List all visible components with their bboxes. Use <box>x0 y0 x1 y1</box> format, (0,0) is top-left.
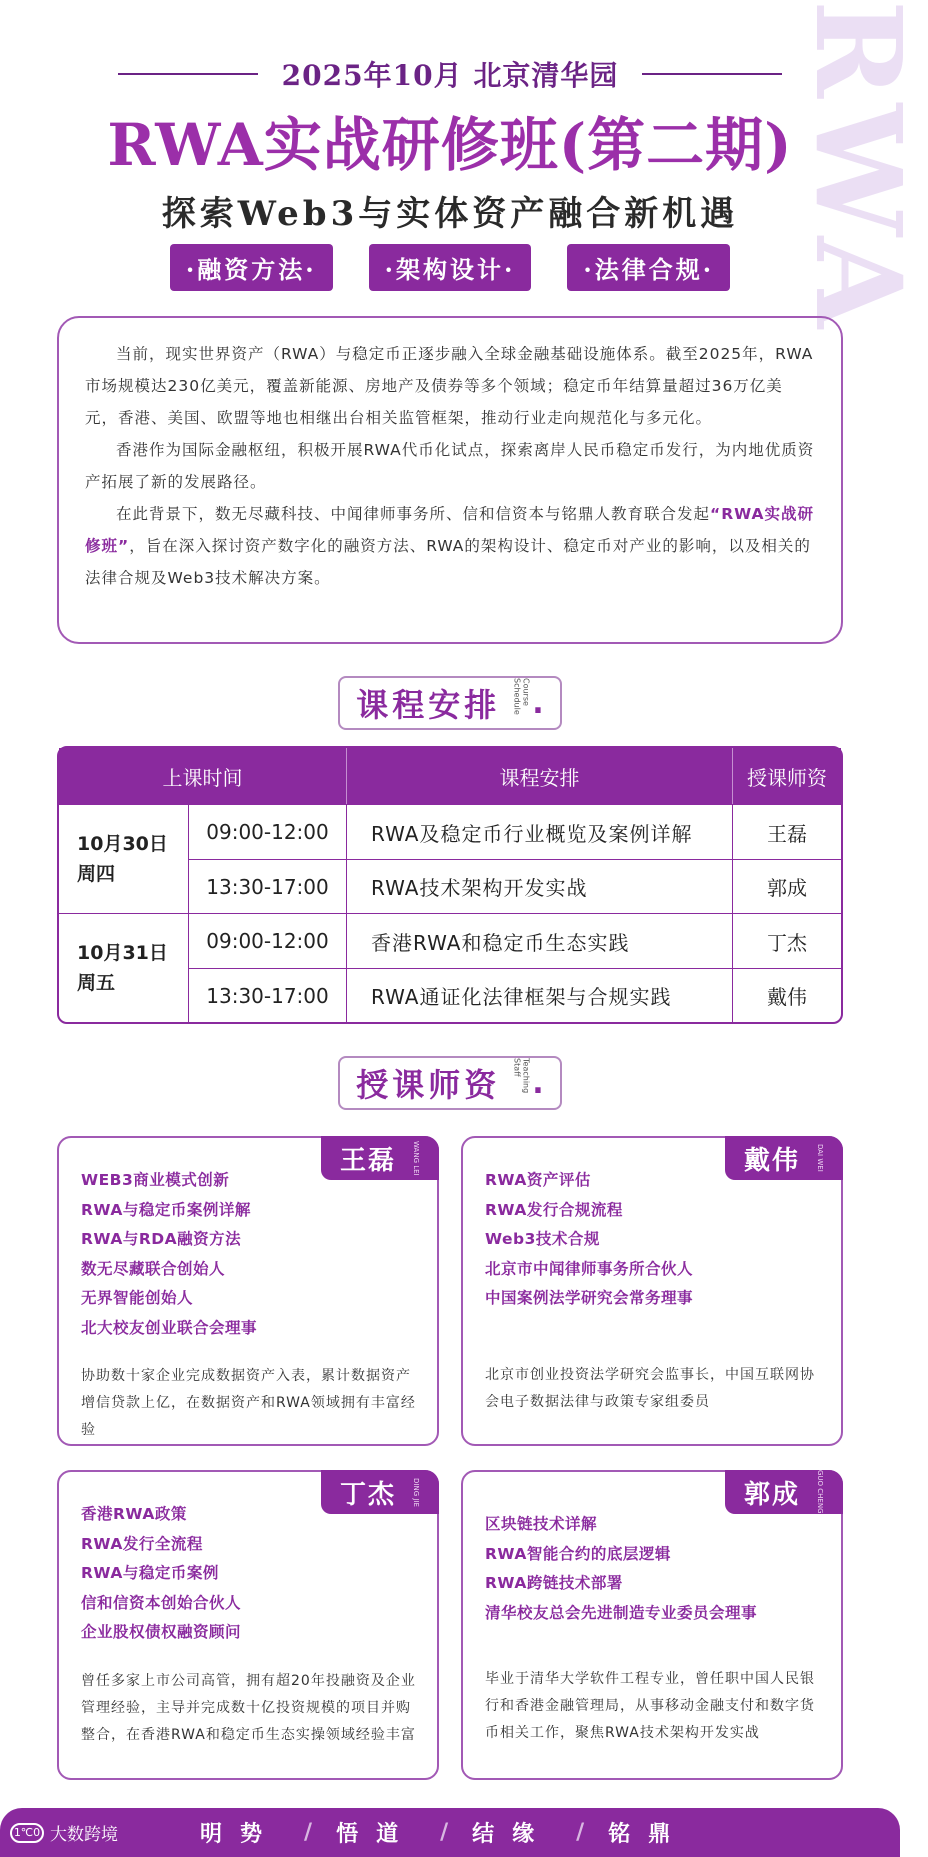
divider-left <box>118 73 258 75</box>
row-teacher: 郭成 <box>767 876 807 900</box>
teachers-section-dot: . <box>532 1065 544 1101</box>
teacher-description: 北京市创业投资法学研究会监事长，中国互联网协会电子数据法律与政策专家组委员 <box>485 1366 815 1410</box>
teacher-topics <box>485 1166 821 1314</box>
list-item: WEB3商业模式创新 <box>81 1171 230 1189</box>
divider-right <box>642 73 782 75</box>
teacher-description: 毕业于清华大学软件工程专业，曾任职中国人民银行和香港金融管理局，从事移动金融支付和数字货币相关工作，聚焦RWA技术架构开发实战 <box>485 1671 815 1741</box>
schedule-section-title: 课程安排 <box>356 686 501 724</box>
table-row <box>189 914 841 968</box>
motto-separator: / <box>304 1820 313 1845</box>
tag-financing: ·融资方法· <box>170 244 333 291</box>
intro-p3-after: ，旨在深入探讨资产数字化的融资方法、RWA的架构设计、稳定币对产业的影响，以及相关的法律合规及Web3技术解决方案。 <box>85 537 811 587</box>
teacher-card-dai-wei <box>461 1136 843 1446</box>
motto-word: 结缘 <box>472 1822 553 1847</box>
header-teacher: 授课师资 <box>747 765 827 790</box>
teacher-name-tab <box>321 1470 439 1514</box>
schedule-section-en: Course Schedule <box>512 678 531 715</box>
teacher-pinyin: WANG LEI <box>412 1140 420 1176</box>
row-course: RWA及稳定币行业概览及案例详解 <box>347 805 733 859</box>
teacher-pinyin: DAI WEI <box>816 1144 824 1172</box>
row-course: 香港RWA和稳定币生态实践 <box>347 914 733 968</box>
teacher-topics <box>81 1500 417 1648</box>
background-watermark: RWA <box>789 0 928 336</box>
header-course: 课程安排 <box>347 748 733 804</box>
row-time: 13:30-17:00 <box>189 860 347 913</box>
row-time: 09:00-12:00 <box>189 914 347 968</box>
teacher-topics <box>485 1510 821 1628</box>
row-teacher: 丁杰 <box>767 930 807 955</box>
day-weekday: 周四 <box>77 863 116 885</box>
list-item: RWA跨链技术部署 <box>485 1574 623 1592</box>
page-title: RWA实战研修班(第二期) <box>107 111 793 179</box>
teacher-topics <box>81 1166 417 1343</box>
row-time: 13:30-17:00 <box>189 969 347 1022</box>
list-item: Web3技术合规 <box>485 1230 600 1248</box>
footer-bar <box>0 1808 900 1857</box>
motto-word: 明势 <box>200 1822 281 1847</box>
teacher-name: 戴伟 <box>743 1145 800 1176</box>
row-course: RWA技术架构开发实战 <box>347 860 733 913</box>
motto-separator: / <box>440 1820 449 1845</box>
teacher-name-tab <box>725 1136 843 1180</box>
teacher-card-ding-jie <box>57 1470 439 1780</box>
list-item: RWA与RDA融资方法 <box>81 1230 242 1248</box>
list-item: 信和信资本创始合伙人 <box>81 1593 242 1612</box>
intro-paragraph-3 <box>85 498 815 594</box>
teacher-name-tab <box>725 1470 843 1514</box>
intro-paragraph-1: 当前，现实世界资产（RWA）与稳定币正逐步融入全球金融基础设施体系。截至2025年，RWA市场规模达230亿美元，覆盖新能源、房地产及债券等多个领域；稳定币年结算量超过36万亿美元，香港、美国、欧盟等地也相继出台相关监管框架，推动行业走向规范化与多元化。 <box>85 345 814 427</box>
list-item: 企业股权债权融资顾问 <box>81 1623 242 1641</box>
page-subtitle: 探索Web3与实体资产融合新机遇 <box>161 194 739 234</box>
list-item: 区块链技术详解 <box>485 1515 598 1533</box>
day-date: 10月31日 <box>77 942 168 964</box>
teacher-name: 丁杰 <box>339 1479 396 1510</box>
teacher-description: 协助数十家企业完成数据资产入表，累计数据资产增信贷款上亿，在数据资产和RWA领域拥有丰富经验 <box>81 1368 416 1438</box>
motto-separator: / <box>576 1820 585 1845</box>
day-label <box>59 914 189 1022</box>
schedule-table-header <box>59 748 841 804</box>
list-item: RWA智能合约的底层逻辑 <box>485 1544 671 1563</box>
logo-mark-icon: 1℃0 <box>10 1823 44 1843</box>
table-row <box>189 805 841 859</box>
day-label <box>59 805 189 913</box>
list-item: RWA资产评估 <box>485 1171 591 1189</box>
day-block-oct30 <box>59 804 841 913</box>
teacher-description: 曾任多家上市公司高管，拥有超20年投融资及企业管理经验，主导并完成数十亿投资规模的项目并购整合，在香港RWA和稳定币生态实操领域经验丰富 <box>81 1672 416 1743</box>
list-item: 北京市中闻律师事务所合伙人 <box>485 1259 694 1278</box>
brand-name: 大数跨境 <box>50 1825 118 1845</box>
teacher-name: 郭成 <box>743 1479 800 1510</box>
schedule-section-dot: . <box>532 685 544 721</box>
intro-paragraph-2: 香港作为国际金融枢纽，积极开展RWA代币化试点，探索离岸人民币稳定币发行，为内地优质资产拓展了新的发展路径。 <box>85 441 815 491</box>
list-item: RWA与稳定币案例 <box>81 1564 219 1582</box>
teacher-pinyin: DING JIE <box>412 1477 420 1507</box>
list-item: RWA发行全流程 <box>81 1534 203 1553</box>
list-item: 香港RWA政策 <box>81 1505 187 1523</box>
teacher-name-tab <box>321 1136 439 1180</box>
intro-highlight: “RWA实战研修班” <box>85 505 815 555</box>
row-teacher: 王磊 <box>767 821 807 846</box>
teacher-card-guo-cheng <box>461 1470 843 1780</box>
list-item: 数无尽藏联合创始人 <box>81 1259 226 1278</box>
table-row <box>189 859 841 913</box>
list-item: RWA发行合规流程 <box>485 1200 623 1219</box>
motto-word: 铭鼎 <box>608 1822 689 1847</box>
teachers-section-en: Teaching Staff <box>512 1058 531 1094</box>
schedule-section-header <box>338 676 562 730</box>
date-location: 2025年10月 北京清华园 <box>281 59 619 92</box>
date-location-line <box>0 52 900 96</box>
teacher-card-wang-lei <box>57 1136 439 1446</box>
footer-motto <box>200 1817 688 1848</box>
list-item: RWA与稳定币案例详解 <box>81 1200 251 1219</box>
schedule-table <box>57 746 843 1024</box>
brand-logo <box>0 1820 200 1845</box>
list-item: 无界智能创始人 <box>81 1289 194 1307</box>
teacher-name: 王磊 <box>339 1145 396 1176</box>
day-weekday: 周五 <box>77 972 116 994</box>
list-item: 中国案例法学研究会常务理事 <box>485 1289 694 1307</box>
list-item: 清华校友总会先进制造专业委员会理事 <box>485 1603 758 1622</box>
row-time: 09:00-12:00 <box>189 805 347 859</box>
list-item: 北大校友创业联合会理事 <box>81 1318 258 1337</box>
day-block-oct31 <box>59 913 841 1022</box>
motto-word: 悟道 <box>336 1822 417 1847</box>
row-teacher: 戴伟 <box>767 985 807 1009</box>
row-course: RWA通证化法律框架与合规实践 <box>347 969 733 1022</box>
topic-tags <box>0 244 900 291</box>
teacher-pinyin: GUO CHENG <box>816 1470 824 1514</box>
header-time: 上课时间 <box>59 748 347 804</box>
teachers-section-title: 授课师资 <box>356 1066 501 1104</box>
tag-compliance: ·法律合规· <box>567 244 730 291</box>
intro-p3-before: 在此背景下，数无尽藏科技、中闻律师事务所、信和信资本与铭鼎人教育联合发起 <box>116 505 711 523</box>
teachers-section-header <box>338 1056 562 1110</box>
intro-box <box>57 316 843 644</box>
tag-architecture: ·架构设计· <box>369 244 532 291</box>
day-date: 10月30日 <box>77 833 168 855</box>
table-row <box>189 968 841 1022</box>
